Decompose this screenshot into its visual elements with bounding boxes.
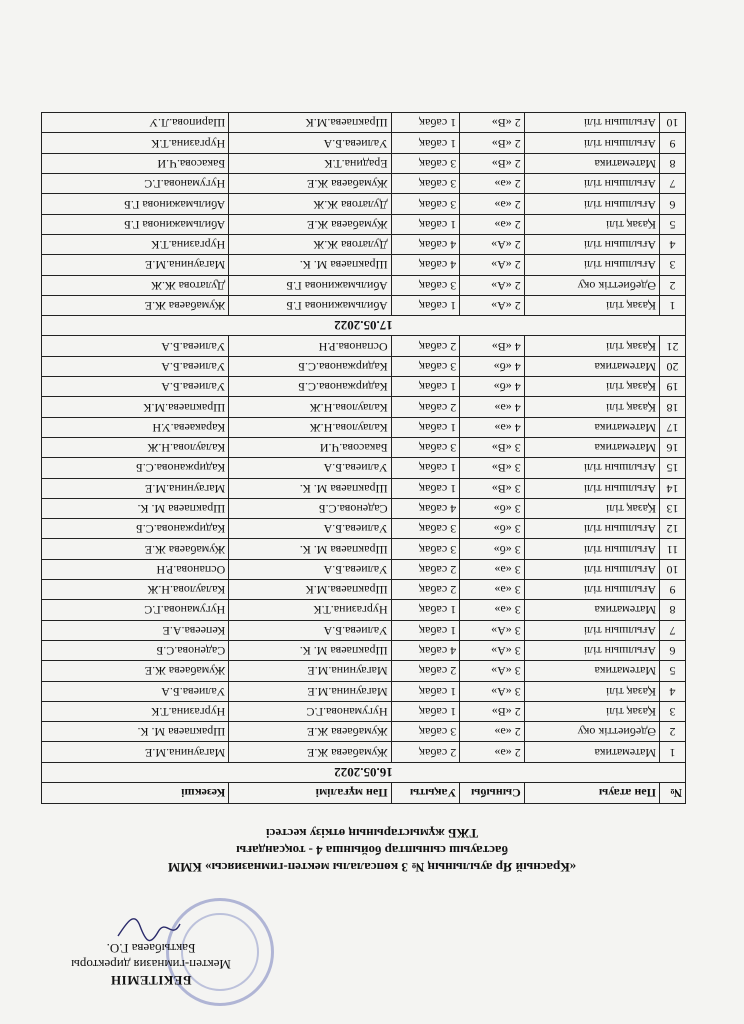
- cell-subject: Ағылшын тілі: [524, 620, 659, 640]
- cell-class: 3 «В»: [460, 437, 525, 457]
- cell-duty: Шракпаева.М.К: [42, 397, 229, 417]
- cell-time: 3 сабақ: [391, 722, 460, 742]
- schedule-table: [41, 112, 686, 804]
- cell-number: 4: [660, 234, 686, 254]
- cell-subject: Қазақ тілі: [524, 397, 659, 417]
- cell-class: 3 «А»: [460, 620, 525, 640]
- cell-teacher: Кадиржанова.С.Б: [229, 377, 391, 397]
- cell-duty: Шракпаева М. К.: [42, 498, 229, 518]
- table-row: [42, 234, 686, 254]
- cell-subject: Қазақ тілі: [524, 498, 659, 518]
- cell-number: 11: [660, 539, 686, 559]
- table-row: [42, 539, 686, 559]
- cell-duty: Уалиева.Б.А: [42, 377, 229, 397]
- cell-class: 2 «А»: [460, 234, 525, 254]
- cell-number: 10: [660, 113, 686, 133]
- cell-subject: Ағылшын тілі: [524, 519, 659, 539]
- cell-number: 4: [660, 681, 686, 701]
- cell-time: 3 сабақ: [391, 275, 460, 295]
- cell-duty: Саденова.С.Б: [42, 640, 229, 660]
- cell-time: 3 сабақ: [391, 539, 460, 559]
- cell-number: 12: [660, 519, 686, 539]
- header-duty: Кезекші: [42, 783, 229, 804]
- cell-time: 1 сабақ: [391, 295, 460, 315]
- document-title: [40, 825, 704, 876]
- cell-number: 3: [660, 255, 686, 275]
- cell-class: 3 «ә»: [460, 600, 525, 620]
- date-row: [42, 762, 686, 782]
- cell-teacher: Калаулова.Н.Ж: [229, 397, 391, 417]
- cell-subject: Математика: [524, 742, 659, 762]
- table-row: [42, 580, 686, 600]
- cell-time: 3 сабақ: [391, 437, 460, 457]
- cell-time: 3 сабақ: [391, 194, 460, 214]
- cell-duty: Каракаева.У.Н: [42, 417, 229, 437]
- cell-class: 2 «В»: [460, 153, 525, 173]
- cell-teacher: Жумабаева Ж.Е: [229, 722, 391, 742]
- cell-teacher: Уалиева.Б.А: [229, 519, 391, 539]
- cell-number: 7: [660, 174, 686, 194]
- cell-duty: Калаулова.Н.Ж: [42, 580, 229, 600]
- cell-number: 1: [660, 742, 686, 762]
- cell-teacher: Оспанова.Р.Н: [229, 336, 391, 356]
- cell-class: 3 «ә»: [460, 559, 525, 579]
- cell-time: 4 сабақ: [391, 234, 460, 254]
- cell-subject: Қазақ тілі: [524, 681, 659, 701]
- cell-class: 2 «А»: [460, 255, 525, 275]
- cell-duty: Жумабаева Ж.Е: [42, 539, 229, 559]
- title-line-3: ТЖБ жұмыстарының өткізу кестесі: [265, 826, 479, 841]
- cell-subject: Математика: [524, 417, 659, 437]
- cell-duty: Жумабаева Ж.Е: [42, 295, 229, 315]
- cell-teacher: Нургазина.Т.К: [229, 600, 391, 620]
- cell-time: 1 сабақ: [391, 681, 460, 701]
- cell-class: 3 «ә»: [460, 580, 525, 600]
- cell-duty: Магаунина.М.Е: [42, 255, 229, 275]
- cell-class: 2 «В»: [460, 133, 525, 153]
- table-row: [42, 275, 686, 295]
- table-row: [42, 113, 686, 133]
- table-row: [42, 458, 686, 478]
- cell-teacher: Шракпаева М. К.: [229, 539, 391, 559]
- cell-duty: Дулатова Ж.Ж: [42, 275, 229, 295]
- cell-teacher: Магаунина.М.Е: [229, 681, 391, 701]
- cell-number: 18: [660, 397, 686, 417]
- cell-class: 4 «В»: [460, 336, 525, 356]
- cell-number: 8: [660, 153, 686, 173]
- cell-subject: Қазақ тілі: [524, 295, 659, 315]
- cell-teacher: Шракпаева.М.К: [229, 113, 391, 133]
- cell-teacher: Шракпаева М. К.: [229, 255, 391, 275]
- cell-subject: Қазақ тілі: [524, 377, 659, 397]
- cell-time: 1 сабақ: [391, 377, 460, 397]
- cell-class: 2 «ә»: [460, 214, 525, 234]
- cell-time: 1 сабақ: [391, 214, 460, 234]
- cell-teacher: Магаунина.М.Е: [229, 661, 391, 681]
- cell-number: 5: [660, 661, 686, 681]
- header-class: Сыныбы: [460, 783, 525, 804]
- cell-class: 4 «б»: [460, 356, 525, 376]
- cell-class: 2 «В»: [460, 113, 525, 133]
- cell-number: 15: [660, 458, 686, 478]
- cell-time: 1 сабақ: [391, 417, 460, 437]
- table-row: [42, 356, 686, 376]
- title-line-2: бастауыш сыныптар бойынша 4 - тоқсандағы: [236, 843, 508, 858]
- cell-teacher: Дулатова Ж.Ж: [229, 234, 391, 254]
- cell-class: 3 «А»: [460, 640, 525, 660]
- cell-time: 1 сабақ: [391, 113, 460, 133]
- table-row: [42, 701, 686, 721]
- cell-class: 3 «В»: [460, 458, 525, 478]
- cell-time: 4 сабақ: [391, 498, 460, 518]
- title-line-1: «Красный Яр ауылының № 3 көпсалалы мектеп-гимназиясы» КММ: [167, 860, 577, 875]
- approval-director-name: Бактыбаева Г.О.: [106, 941, 196, 956]
- cell-teacher: Ерадина.Т.К: [229, 153, 391, 173]
- cell-subject: Ағылшын тілі: [524, 113, 659, 133]
- cell-class: 2 «ә»: [460, 722, 525, 742]
- cell-time: 2 сабақ: [391, 742, 460, 762]
- cell-duty: Уалиева.Б.А: [42, 681, 229, 701]
- cell-number: 1: [660, 295, 686, 315]
- table-row: [42, 437, 686, 457]
- header-time: Уақыты: [391, 783, 460, 804]
- cell-teacher: Кадиржанова.С.Б: [229, 356, 391, 376]
- cell-duty: Бакасова.Ч.И: [42, 153, 229, 173]
- table-row: [42, 153, 686, 173]
- cell-subject: Ағылшын тілі: [524, 174, 659, 194]
- cell-subject: Ағылшын тілі: [524, 640, 659, 660]
- cell-subject: Математика: [524, 153, 659, 173]
- cell-subject: Ағылшын тілі: [524, 559, 659, 579]
- cell-duty: Шарипова.Л.У: [42, 113, 229, 133]
- cell-duty: Нугуманова.Г.С: [42, 600, 229, 620]
- table-row: [42, 255, 686, 275]
- cell-teacher: Уалиева.Б.А: [229, 458, 391, 478]
- cell-teacher: Дулатова Ж.Ж: [229, 194, 391, 214]
- cell-duty: Абильмажинова Г.Б: [42, 194, 229, 214]
- cell-time: 4 сабақ: [391, 255, 460, 275]
- cell-class: 2 «В»: [460, 701, 525, 721]
- header-number: №: [660, 783, 686, 804]
- cell-time: 1 сабақ: [391, 478, 460, 498]
- cell-time: 3 сабақ: [391, 153, 460, 173]
- cell-time: 3 сабақ: [391, 174, 460, 194]
- cell-teacher: Жумабаева Ж.Е: [229, 742, 391, 762]
- cell-duty: Кадиржанова.С.Б: [42, 519, 229, 539]
- table-header-row: [42, 783, 686, 804]
- table-row: [42, 295, 686, 315]
- cell-duty: Абильмажинова Г.Б: [42, 214, 229, 234]
- cell-number: 14: [660, 478, 686, 498]
- table-row: [42, 600, 686, 620]
- cell-time: 2 сабақ: [391, 397, 460, 417]
- cell-class: 2 «ә»: [460, 742, 525, 762]
- table-row: [42, 742, 686, 762]
- cell-time: 3 сабақ: [391, 519, 460, 539]
- cell-number: 6: [660, 640, 686, 660]
- cell-class: 2 «А»: [460, 275, 525, 295]
- table-row: [42, 214, 686, 234]
- cell-duty: Кепеева.А.Е: [42, 620, 229, 640]
- cell-number: 19: [660, 377, 686, 397]
- cell-number: 7: [660, 620, 686, 640]
- cell-class: 3 «А»: [460, 681, 525, 701]
- cell-subject: Әдебиеттік оқу: [524, 275, 659, 295]
- cell-duty: Оспанова.Р.Н: [42, 559, 229, 579]
- cell-time: 1 сабақ: [391, 458, 460, 478]
- cell-number: 8: [660, 600, 686, 620]
- cell-duty: Магаунина.М.Е: [42, 742, 229, 762]
- cell-time: 3 сабақ: [391, 356, 460, 376]
- cell-teacher: Абильмажинова Г.Б: [229, 275, 391, 295]
- table-row: [42, 559, 686, 579]
- cell-number: 9: [660, 133, 686, 153]
- section-date: 17.05.2022: [42, 316, 686, 336]
- cell-subject: Ағылшын тілі: [524, 478, 659, 498]
- header-subject: Пән атауы: [524, 783, 659, 804]
- cell-subject: Ағылшын тілі: [524, 580, 659, 600]
- cell-subject: Әдебиеттік оқу: [524, 722, 659, 742]
- cell-teacher: Шракпаева М. К.: [229, 640, 391, 660]
- cell-teacher: Шракпаева.М.К: [229, 580, 391, 600]
- cell-time: 4 сабақ: [391, 640, 460, 660]
- table-row: [42, 133, 686, 153]
- cell-subject: Математика: [524, 661, 659, 681]
- cell-duty: Нургазина.Т.К: [42, 701, 229, 721]
- cell-number: 6: [660, 194, 686, 214]
- cell-number: 9: [660, 580, 686, 600]
- cell-time: 1 сабақ: [391, 620, 460, 640]
- table-row: [42, 194, 686, 214]
- table-row: [42, 681, 686, 701]
- section-date: 16.05.2022: [42, 762, 686, 782]
- date-row: [42, 316, 686, 336]
- cell-class: 2 «ә»: [460, 174, 525, 194]
- cell-class: 3 «б»: [460, 539, 525, 559]
- cell-time: 1 сабақ: [391, 701, 460, 721]
- cell-subject: Математика: [524, 600, 659, 620]
- cell-number: 5: [660, 214, 686, 234]
- approval-position: Мектеп-гимназия директоры: [71, 957, 231, 972]
- cell-time: 2 сабақ: [391, 580, 460, 600]
- cell-duty: Нургазина.Т.К: [42, 133, 229, 153]
- cell-teacher: Уалиева.Б.А: [229, 559, 391, 579]
- cell-duty: Уалиева.Б.А: [42, 336, 229, 356]
- cell-time: 2 сабақ: [391, 559, 460, 579]
- cell-class: 3 «А»: [460, 661, 525, 681]
- cell-class: 3 «б»: [460, 519, 525, 539]
- cell-class: 2 «А»: [460, 295, 525, 315]
- approval-heading: БЕКІТЕМІН: [110, 973, 192, 988]
- table-row: [42, 620, 686, 640]
- cell-subject: Қазақ тілі: [524, 701, 659, 721]
- header-teacher: Пән мұғалімі: [229, 783, 391, 804]
- table-row: [42, 519, 686, 539]
- cell-subject: Ағылшын тілі: [524, 255, 659, 275]
- cell-number: 10: [660, 559, 686, 579]
- cell-duty: Шракпаева М. К.: [42, 722, 229, 742]
- cell-duty: Жумабаева Ж.Е: [42, 661, 229, 681]
- cell-teacher: Жумабаева Ж.Е: [229, 214, 391, 234]
- cell-number: 21: [660, 336, 686, 356]
- cell-teacher: Бакасова.Ч.И: [229, 437, 391, 457]
- cell-subject: Математика: [524, 356, 659, 376]
- cell-time: 1 сабақ: [391, 133, 460, 153]
- cell-time: 2 сабақ: [391, 336, 460, 356]
- table-row: [42, 661, 686, 681]
- cell-duty: Калаулова.Н.Ж: [42, 437, 229, 457]
- cell-subject: Математика: [524, 437, 659, 457]
- cell-duty: Нургазина.Т.К: [42, 234, 229, 254]
- cell-teacher: Нугуманова.Г.С: [229, 701, 391, 721]
- cell-duty: Нугуманова.Г.С: [42, 174, 229, 194]
- cell-number: 20: [660, 356, 686, 376]
- cell-teacher: Калаулова.Н.Ж: [229, 417, 391, 437]
- cell-class: 4 «ә»: [460, 397, 525, 417]
- table-row: [42, 417, 686, 437]
- cell-number: 17: [660, 417, 686, 437]
- cell-teacher: Уалиева.Б.А: [229, 620, 391, 640]
- table-row: [42, 478, 686, 498]
- cell-class: 4 «б»: [460, 377, 525, 397]
- cell-teacher: Саденова.С.Б: [229, 498, 391, 518]
- cell-subject: Ағылшын тілі: [524, 133, 659, 153]
- cell-duty: Магаунина.М.Е: [42, 478, 229, 498]
- table-row: [42, 640, 686, 660]
- cell-number: 13: [660, 498, 686, 518]
- cell-teacher: Абильмажинова Г.Б: [229, 295, 391, 315]
- table-row: [42, 377, 686, 397]
- cell-class: 3 «В»: [460, 478, 525, 498]
- cell-class: 3 «б»: [460, 498, 525, 518]
- cell-class: 4 «ә»: [460, 417, 525, 437]
- cell-number: 3: [660, 701, 686, 721]
- cell-teacher: Уалиева.Б.А: [229, 133, 391, 153]
- cell-subject: Ағылшын тілі: [524, 539, 659, 559]
- cell-subject: Ағылшын тілі: [524, 458, 659, 478]
- table-row: [42, 498, 686, 518]
- table-row: [42, 722, 686, 742]
- table-row: [42, 336, 686, 356]
- cell-number: 2: [660, 275, 686, 295]
- cell-duty: Уалиева.Б.А: [42, 356, 229, 376]
- table-body: [42, 113, 686, 783]
- cell-subject: Қазақ тілі: [524, 336, 659, 356]
- cell-subject: Қазақ тілі: [524, 214, 659, 234]
- cell-subject: Ағылшын тілі: [524, 194, 659, 214]
- table-row: [42, 397, 686, 417]
- cell-number: 2: [660, 722, 686, 742]
- cell-time: 1 сабақ: [391, 600, 460, 620]
- cell-duty: Кадиржанова.С.Б: [42, 458, 229, 478]
- cell-teacher: Шракпаева М. К.: [229, 478, 391, 498]
- cell-teacher: Жумабаева Ж.Е: [229, 174, 391, 194]
- cell-subject: Ағылшын тілі: [524, 234, 659, 254]
- cell-time: 2 сабақ: [391, 661, 460, 681]
- approval-block: [36, 940, 266, 988]
- cell-class: 2 «ә»: [460, 194, 525, 214]
- cell-number: 16: [660, 437, 686, 457]
- table-row: [42, 174, 686, 194]
